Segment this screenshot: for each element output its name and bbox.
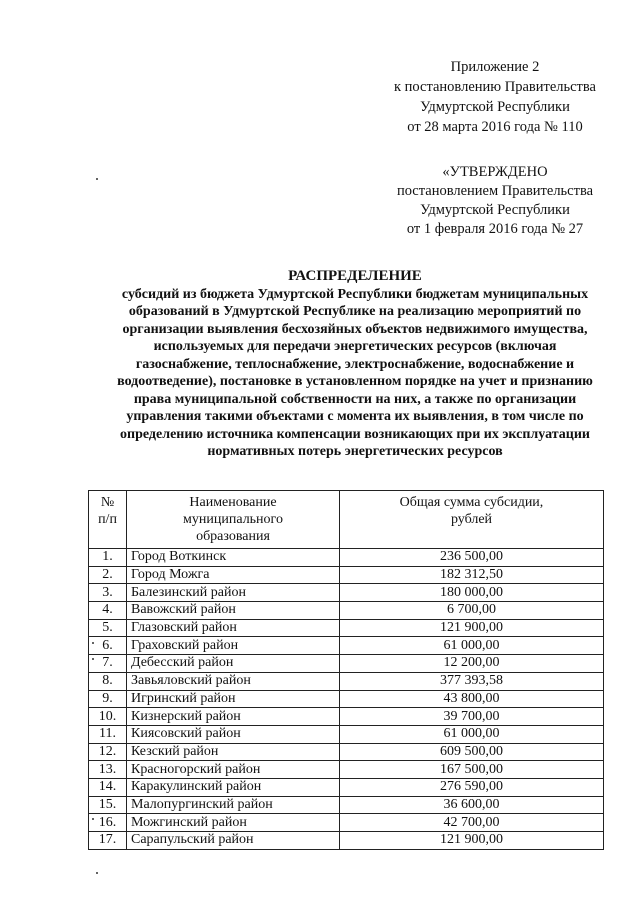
row-subsidy-sum: 61 000,00 xyxy=(340,725,604,743)
approved-line-1: «УТВЕРЖДЕНО xyxy=(442,164,548,180)
scan-speck xyxy=(96,872,98,874)
row-subsidy-sum: 609 500,00 xyxy=(340,743,604,761)
row-number: 4. xyxy=(89,602,127,620)
title-line: водоотведение), постановке в установленном порядке на учет и признанию xyxy=(117,374,593,389)
table-body xyxy=(89,549,604,850)
scan-speck xyxy=(92,818,94,820)
row-number: 13. xyxy=(89,761,127,779)
header-sum-line: рублей xyxy=(450,512,493,527)
title-line: нормативных потерь энергетических ресурсов xyxy=(207,444,503,459)
row-number: 9. xyxy=(89,690,127,708)
row-subsidy-sum: 36 600,00 xyxy=(340,796,604,814)
row-subsidy-sum: 167 500,00 xyxy=(340,761,604,779)
row-subsidy-sum: 43 800,00 xyxy=(340,690,604,708)
table-row xyxy=(89,655,604,673)
table-row xyxy=(89,708,604,726)
row-number: 5. xyxy=(89,619,127,637)
scan-speck xyxy=(92,658,94,660)
approved-line-3: Удмуртской Республики xyxy=(420,202,570,218)
row-number: 14. xyxy=(89,778,127,796)
table-row xyxy=(89,619,604,637)
header-name-line: образования xyxy=(196,529,270,544)
row-subsidy-sum: 182 312,50 xyxy=(340,566,604,584)
approved-block xyxy=(380,163,610,239)
table-header-row xyxy=(89,491,604,549)
table-row xyxy=(89,584,604,602)
row-number: 6. xyxy=(89,637,127,655)
scan-speck xyxy=(96,178,98,180)
title-line: субсидий из бюджета Удмуртской Республики бюджетам муниципальных xyxy=(121,286,589,302)
header-name-line: Наименование xyxy=(189,495,277,510)
row-subsidy-sum: 236 500,00 xyxy=(340,549,604,567)
header-number-line: № xyxy=(100,495,115,510)
table-row xyxy=(89,602,604,620)
table-row xyxy=(89,761,604,779)
title-line: образований в Удмуртской Республике на реализацию мероприятий по xyxy=(128,304,582,319)
title-heading: РАСПРЕДЕЛЕНИЕ xyxy=(288,268,422,284)
row-municipality: Дебесский район xyxy=(127,655,340,673)
row-subsidy-sum: 377 393,58 xyxy=(340,672,604,690)
table-row xyxy=(89,725,604,743)
row-municipality: Завьяловский район xyxy=(127,672,340,690)
table-row xyxy=(89,566,604,584)
row-subsidy-sum: 61 000,00 xyxy=(340,637,604,655)
row-municipality: Глазовский район xyxy=(127,619,340,637)
row-municipality: Можгинский район xyxy=(127,814,340,832)
scan-speck xyxy=(92,642,94,644)
approved-line-2: постановлением Правительства xyxy=(396,183,594,199)
table-row xyxy=(89,690,604,708)
row-municipality: Граховский район xyxy=(127,637,340,655)
row-municipality: Кизнерский район xyxy=(127,708,340,726)
table-row xyxy=(89,637,604,655)
row-subsidy-sum: 6 700,00 xyxy=(340,602,604,620)
row-number: 2. xyxy=(89,566,127,584)
subsidy-distribution-table xyxy=(88,490,604,850)
row-municipality: Город Воткинск xyxy=(127,549,340,567)
table-row xyxy=(89,814,604,832)
table-row xyxy=(89,796,604,814)
row-municipality: Город Можга xyxy=(127,566,340,584)
annex-line-2: к постановлению Правительства xyxy=(394,79,596,95)
row-municipality: Сарапульский район xyxy=(127,832,340,850)
title-line: определению источника компенсации возникающих при их эксплуатации xyxy=(120,426,590,442)
header-sum-line: Общая сумма субсидии, xyxy=(399,495,544,510)
row-municipality: Малопургинский район xyxy=(127,796,340,814)
title-line: используемых для передачи энергетических ресурсов (включая xyxy=(153,339,557,354)
row-municipality: Киясовский район xyxy=(127,725,340,743)
row-number: 11. xyxy=(89,725,127,743)
row-municipality: Балезинский район xyxy=(127,584,340,602)
annex-line-3: Удмуртской Республики xyxy=(420,99,570,115)
row-subsidy-sum: 121 900,00 xyxy=(340,832,604,850)
row-municipality: Игринский район xyxy=(127,690,340,708)
annex-line-4: от 28 марта 2016 года № 110 xyxy=(407,119,583,135)
table-row xyxy=(89,672,604,690)
row-number: 16. xyxy=(89,814,127,832)
header-number xyxy=(89,491,127,549)
header-number-line: п/п xyxy=(98,512,117,527)
row-number: 7. xyxy=(89,655,127,673)
title-line: права муниципальной собственности на них, а также по организации xyxy=(133,391,577,407)
row-municipality: Красногорский район xyxy=(127,761,340,779)
table-row xyxy=(89,549,604,567)
row-subsidy-sum: 180 000,00 xyxy=(340,584,604,602)
row-municipality: Кезский район xyxy=(127,743,340,761)
row-number: 12. xyxy=(89,743,127,761)
header-name xyxy=(127,491,340,549)
table-row xyxy=(89,743,604,761)
header-sum xyxy=(340,491,604,549)
row-number: 17. xyxy=(89,832,127,850)
row-municipality: Вавожский район xyxy=(127,602,340,620)
document-title xyxy=(80,268,630,461)
row-municipality: Каракулинский район xyxy=(127,778,340,796)
row-subsidy-sum: 121 900,00 xyxy=(340,619,604,637)
row-number: 1. xyxy=(89,549,127,567)
table-row xyxy=(89,778,604,796)
annex-block xyxy=(380,57,610,137)
title-line: газоснабжение, теплоснабжение, электроснабжение, водоснабжение и xyxy=(135,356,575,372)
header-name-line: муниципального xyxy=(183,512,283,527)
row-subsidy-sum: 39 700,00 xyxy=(340,708,604,726)
title-line: организации выявления бесхозяйных объектов недвижимого имущества, xyxy=(122,321,588,337)
row-number: 15. xyxy=(89,796,127,814)
row-number: 10. xyxy=(89,708,127,726)
annex-line-1: Приложение 2 xyxy=(450,59,540,75)
table-row xyxy=(89,832,604,850)
row-subsidy-sum: 12 200,00 xyxy=(340,655,604,673)
row-subsidy-sum: 276 590,00 xyxy=(340,778,604,796)
row-number: 3. xyxy=(89,584,127,602)
title-line: управления такими объектами с момента их выявления, в том числе по xyxy=(126,409,584,424)
row-subsidy-sum: 42 700,00 xyxy=(340,814,604,832)
approved-line-4: от 1 февраля 2016 года № 27 xyxy=(406,221,584,237)
row-number: 8. xyxy=(89,672,127,690)
